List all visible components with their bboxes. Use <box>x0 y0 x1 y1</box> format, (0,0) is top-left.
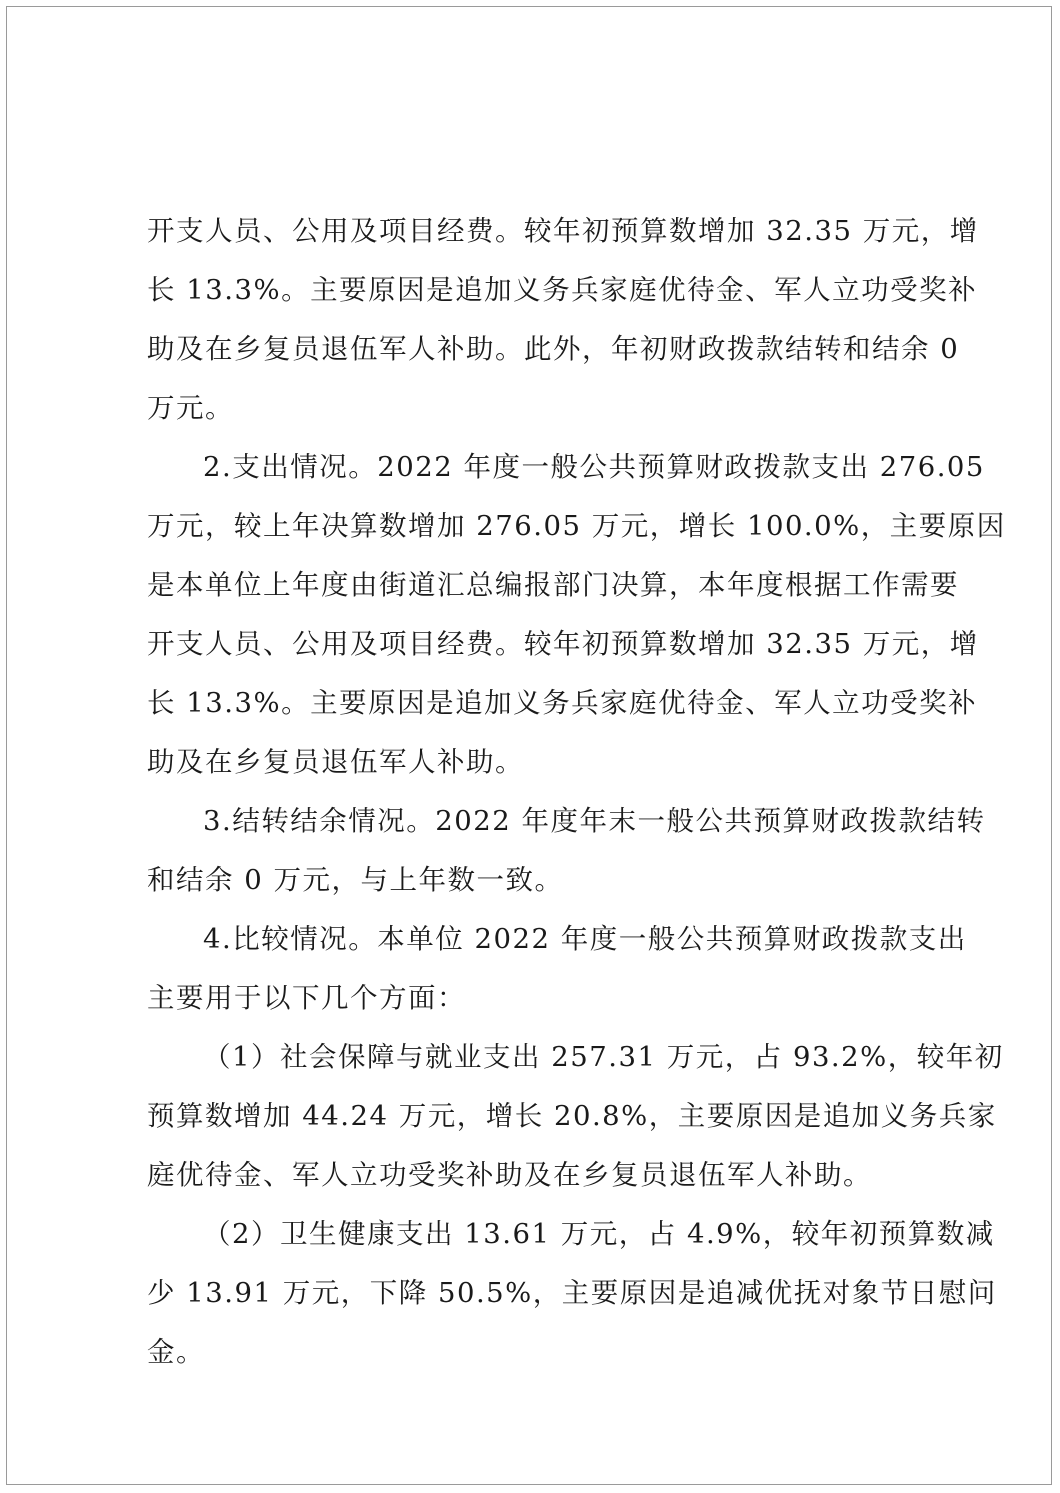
text-line: 长 13.3%。主要原因是追加义务兵家庭优待金、军人立功受奖补 <box>147 274 978 306</box>
text-line: 主要用于以下几个方面： <box>147 982 466 1014</box>
text-line: 金。 <box>147 1336 205 1368</box>
text-line: 长 13.3%。主要原因是追加义务兵家庭优待金、军人立功受奖补 <box>147 687 978 719</box>
text-line: 助及在乡复员退伍军人补助。此外，年初财政拨款结转和结余 0 <box>147 333 960 365</box>
text-line: 助及在乡复员退伍军人补助。 <box>147 746 524 778</box>
text-line: 开支人员、公用及项目经费。较年初预算数增加 32.35 万元，增 <box>147 215 979 247</box>
text-line: 庭优待金、军人立功受奖补助及在乡复员退伍军人补助。 <box>147 1159 872 1191</box>
document-body <box>147 202 1006 1382</box>
item-1-first-line: （1）社会保障与就业支出 257.31 万元，占 93.2%，较年初 <box>203 1041 1004 1073</box>
document-page <box>6 6 1052 1485</box>
text-line: 少 13.91 万元，下降 50.5%，主要原因是追减优抚对象节日慰问 <box>147 1277 997 1309</box>
paragraph-3-first-line: 3.结转结余情况。2022 年度年末一般公共预算财政拨款结转 <box>203 805 986 837</box>
text-line: 万元，较上年决算数增加 276.05 万元，增长 100.0%，主要原因 <box>147 510 1006 542</box>
text-line: 开支人员、公用及项目经费。较年初预算数增加 32.35 万元，增 <box>147 628 979 660</box>
item-2-first-line: （2）卫生健康支出 13.61 万元，占 4.9%，较年初预算数减 <box>203 1218 995 1250</box>
text-line: 万元。 <box>147 392 234 424</box>
paragraph-2-first-line: 2.支出情况。2022 年度一般公共预算财政拨款支出 276.05 <box>203 451 985 483</box>
text-line: 和结余 0 万元，与上年数一致。 <box>147 864 564 896</box>
text-line: 预算数增加 44.24 万元，增长 20.8%，主要原因是追加义务兵家 <box>147 1100 997 1132</box>
text-line: 是本单位上年度由街道汇总编报部门决算，本年度根据工作需要 <box>147 569 959 601</box>
paragraph-4-first-line: 4.比较情况。本单位 2022 年度一般公共预算财政拨款支出 <box>203 923 967 955</box>
